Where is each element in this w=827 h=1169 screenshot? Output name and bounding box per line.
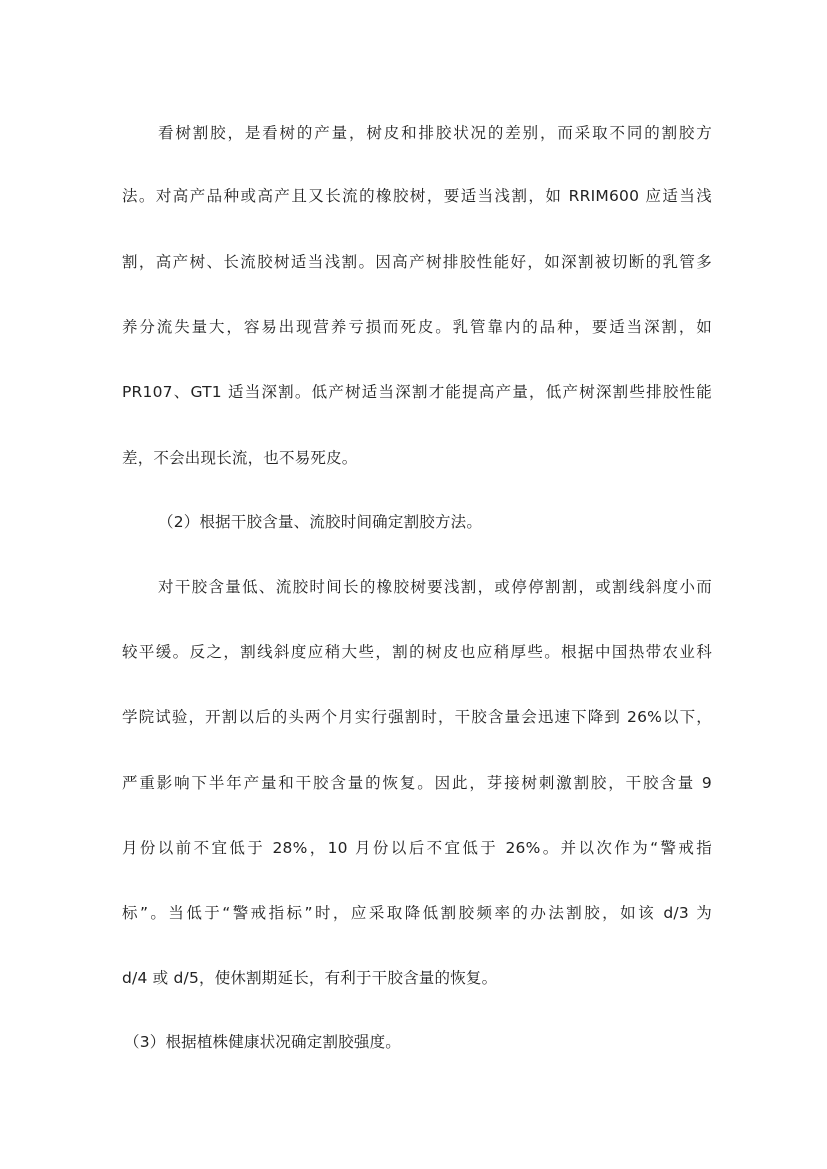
section-heading: （2）根据干胶含量、流胶时间确定割胶方法。 — [158, 513, 483, 531]
section-heading: （3）根据植株健康状况确定割胶强度。 — [124, 1033, 401, 1051]
paragraph-line: d/4 或 d/5，使休割期延长，有利于干胶含量的恢复。 — [122, 969, 498, 987]
paragraph-line: 月份以前不宜低于 28%，10 月份以后不宜低于 26%。并以次作为“警戒指 — [122, 839, 712, 857]
paragraph-line: 割，高产树、长流胶树适当浅割。因高产树排胶性能好，如深割被切断的乳管多 — [122, 253, 712, 271]
paragraph-line: 法。对高产品种或高产且又长流的橡胶树，要适当浅割，如 RRIM600 应适当浅 — [122, 187, 712, 205]
paragraph-line: 差，不会出现长流，也不易死皮。 — [122, 449, 358, 467]
paragraph-line: 标”。当低于“警戒指标”时，应采取降低割胶频率的办法割胶，如该 d/3 为 — [122, 904, 712, 922]
paragraph-line: 学院试验，开割以后的头两个月实行强割时，干胶含量会迅速下降到 26%以下， — [122, 708, 712, 726]
paragraph-line: 严重影响下半年产量和干胶含量的恢复。因此，芽接树刺激割胶，干胶含量 9 — [122, 774, 712, 792]
paragraph-line: PR107、GT1 适当深割。低产树适当深割才能提高产量，低产树深割些排胶性能 — [122, 383, 712, 401]
paragraph-line: 对干胶含量低、流胶时间长的橡胶树要浅割，或停停割割，或割线斜度小而 — [158, 578, 712, 596]
paragraph-line: 看树割胶，是看树的产量，树皮和排胶状况的差别，而采取不同的割胶方 — [158, 124, 712, 142]
paragraph-line: 养分流失量大，容易出现营养亏损而死皮。乳管靠内的品种，要适当深割，如 — [122, 318, 712, 336]
paragraph-line: 较平缓。反之，割线斜度应稍大些，割的树皮也应稍厚些。根据中国热带农业科 — [122, 643, 712, 661]
